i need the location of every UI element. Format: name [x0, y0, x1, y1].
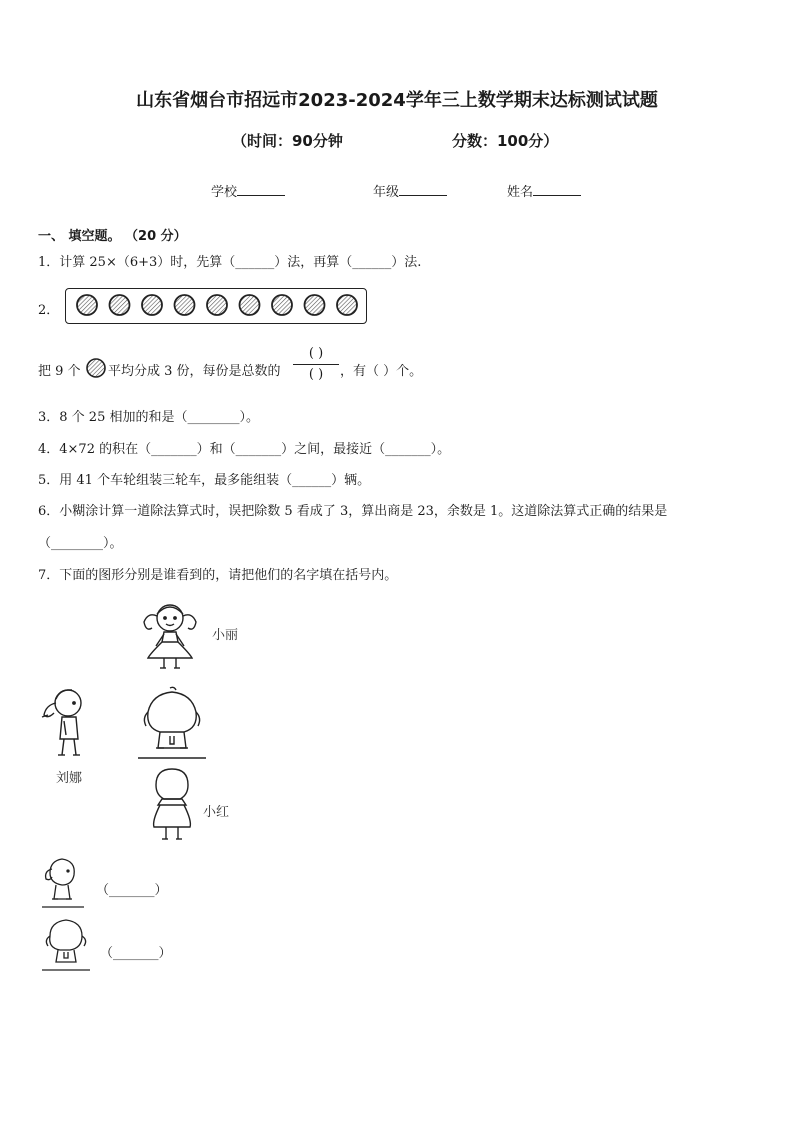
girl-front-figure	[134, 596, 206, 674]
time-label: （时间：90分钟	[232, 132, 343, 150]
hatched-circle-icon	[175, 295, 195, 315]
score-label: 分数：100分）	[452, 132, 559, 150]
fraction-numerator[interactable]: ( )	[308, 346, 324, 361]
name-label: 姓名	[507, 185, 534, 200]
question-6-line1: 6．小糊涂计算一道除法算式时，误把除数 5 看成了 3，算出商是 23，余数是 1。这道除法算式正确的结果是	[38, 504, 668, 519]
hatched-circle-icon	[207, 295, 227, 315]
question-4: 4．4×72 的积在（_______）和（_______）之间，最接近（_______）。	[38, 442, 451, 457]
school-field[interactable]	[211, 181, 285, 200]
question-3: 3．8 个 25 相加的和是（________）。	[38, 410, 259, 425]
hatched-circle-icon	[77, 295, 97, 315]
name-xiaoli: 小丽	[212, 628, 239, 643]
fraction-denominator[interactable]: ( )	[308, 367, 324, 382]
hatched-circle-icon	[337, 295, 357, 315]
girl-back-figure	[144, 765, 200, 843]
grade-label: 年级	[373, 185, 400, 200]
fraction-bar	[293, 364, 339, 365]
name-xiaohong: 小红	[203, 805, 230, 820]
school-blank[interactable]	[237, 183, 285, 196]
hatched-circle-icon	[142, 295, 162, 315]
hatched-circle-icon	[110, 295, 130, 315]
hatched-circle-icon	[240, 295, 260, 315]
hatched-circle-icon	[85, 357, 107, 379]
name-field[interactable]	[507, 181, 581, 200]
fraction	[293, 346, 339, 385]
answer-blank-1[interactable]: （_______）	[96, 883, 168, 898]
school-label: 学校	[211, 185, 238, 200]
grade-blank[interactable]	[399, 183, 447, 196]
question-1: 1．计算 25×（6+3）时，先算（______）法，再算（______）法.	[38, 255, 422, 270]
girl-side-figure	[38, 685, 94, 763]
name-blank[interactable]	[533, 183, 581, 196]
question-2-number: 2．	[38, 303, 60, 318]
hatched-circle-icon	[305, 295, 325, 315]
puppy-side-small-figure	[40, 855, 86, 911]
section-title: 一、 填空题。 （20 分）	[38, 229, 187, 244]
question-6-line2: （________）。	[38, 536, 123, 551]
puppy-back-small-figure	[40, 916, 92, 974]
question-5: 5．用 41 个车轮组装三轮车，最多能组装（______）辆。	[38, 473, 371, 488]
puppy-back-figure	[134, 686, 210, 762]
page-title: 山东省烟台市招远市2023-2024学年三上数学期末达标测试试题	[136, 90, 658, 111]
question-7: 7．下面的图形分别是谁看到的，请把他们的名字填在括号内。	[38, 568, 398, 583]
question-2-pre: 把 9 个	[38, 364, 81, 379]
circle-row	[72, 291, 362, 319]
question-2-mid: 平均分成 3 份，每份是总数的	[108, 364, 281, 379]
hatched-circle-icon	[272, 295, 292, 315]
grade-field[interactable]	[373, 181, 447, 200]
answer-blank-2[interactable]: （_______）	[100, 946, 172, 961]
name-liuna: 刘娜	[56, 771, 83, 786]
question-2-post: ，有（ ）个。	[340, 364, 423, 379]
